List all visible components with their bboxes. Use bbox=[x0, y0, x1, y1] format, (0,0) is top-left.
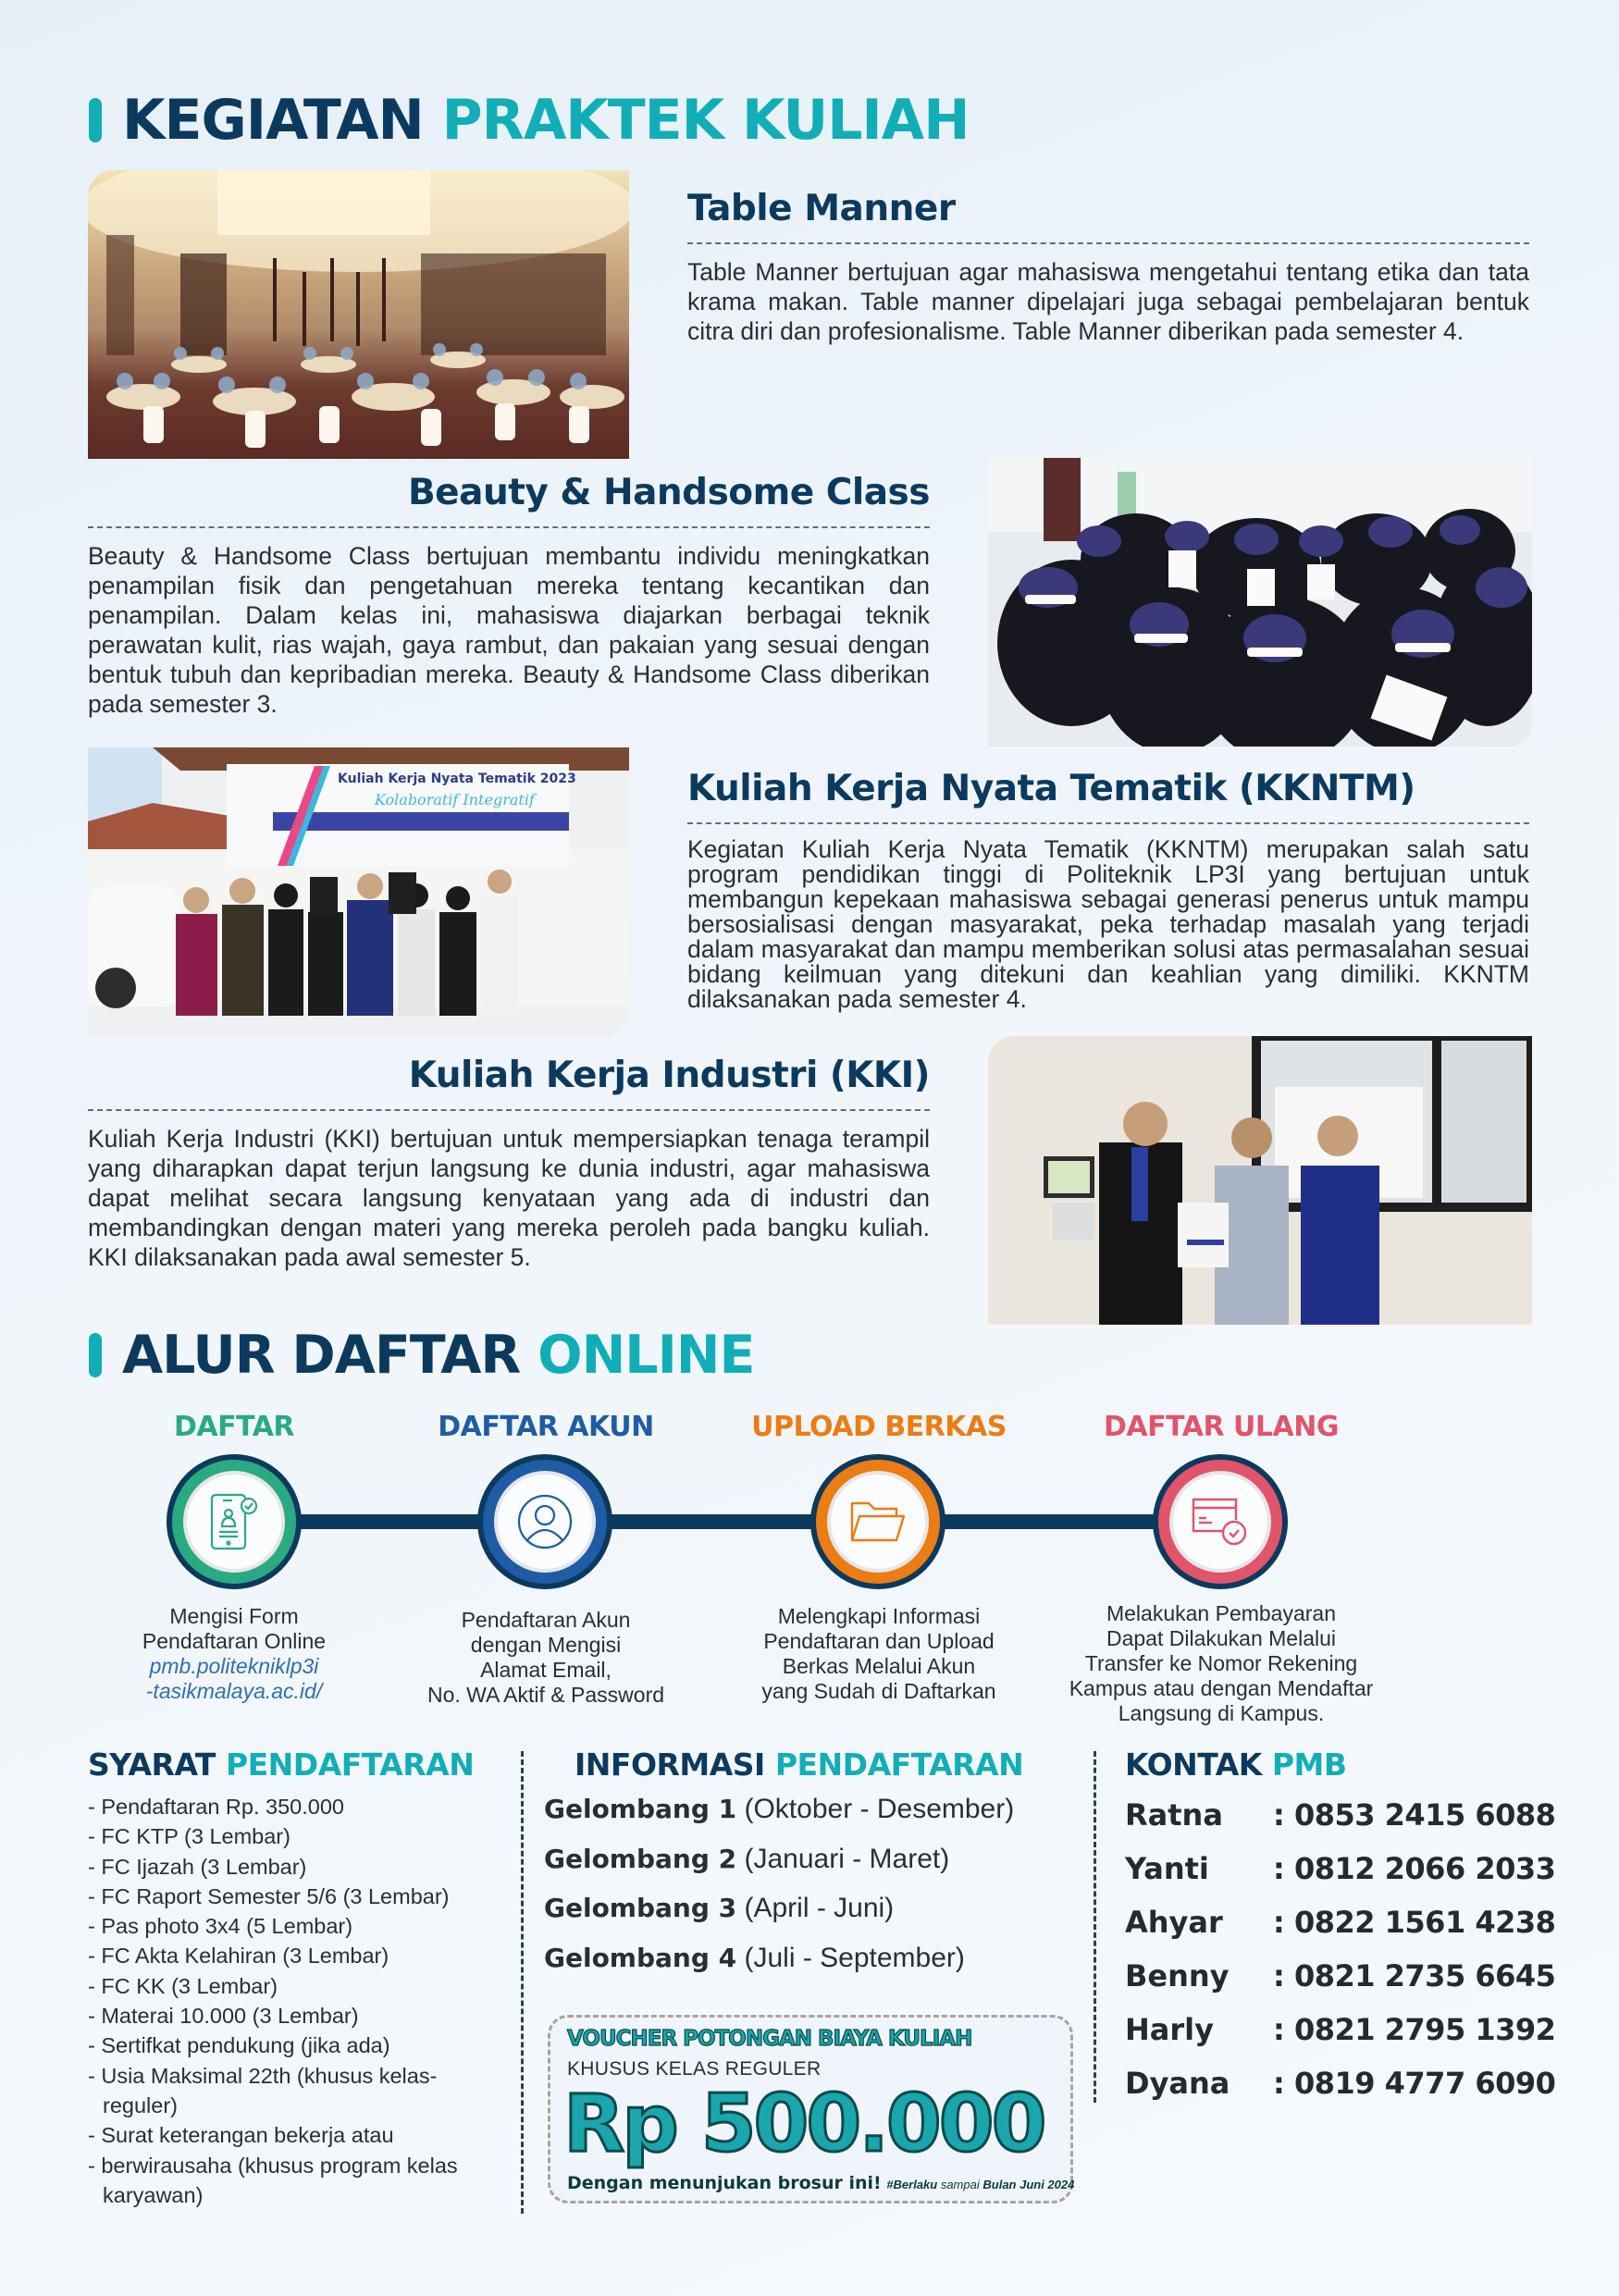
heading-text bbox=[122, 1325, 754, 1386]
activity-description: Table Manner bertujuan agar mahasiswa mengetahui tentang etika dan tata krama makan. Table manner dipelajari juga sebagai pembelajaran bentuk citra diri dan profesionalisme. Table Manner diberikan pada semester 4. bbox=[687, 258, 1529, 345]
kkntm-banner-title: Kuliah Kerja Nyata Tematik 2023 bbox=[338, 772, 576, 786]
activity-title: Kuliah Kerja Nyata Tematik (KKNTM) bbox=[687, 768, 1415, 809]
dashed-divider bbox=[88, 1109, 930, 1111]
dashed-divider bbox=[687, 822, 1529, 824]
step-desc-line: Alamat Email, bbox=[480, 1658, 612, 1682]
contact-phone[interactable]: : 0853 2415 6088 bbox=[1273, 1797, 1556, 1833]
contacts-panel bbox=[1125, 1747, 1569, 2110]
voucher-footer bbox=[567, 2173, 1074, 2194]
step-desc-upload-berkas bbox=[731, 1604, 1027, 1704]
step-desc-line: Melengkapi Informasi bbox=[777, 1604, 981, 1628]
title-accent: PENDAFTARAN bbox=[774, 1747, 1024, 1783]
contact-item bbox=[1125, 2003, 1569, 2056]
step-desc-line: Pendaftaran Akun bbox=[461, 1608, 631, 1632]
activity-title: Table Manner bbox=[687, 188, 956, 229]
wave-list bbox=[544, 1784, 1081, 1982]
title-main: KONTAK bbox=[1125, 1747, 1262, 1783]
step-label: DAFTAR bbox=[173, 1411, 295, 1443]
voucher-footer-main: Dengan menunjukan brosur ini! bbox=[567, 2173, 882, 2193]
step-desc-line: Berkas Melalui Akun bbox=[782, 1654, 976, 1678]
requirements-list bbox=[88, 1792, 513, 2210]
contact-name: Benny bbox=[1125, 1958, 1230, 1994]
step-circle-daftar-akun bbox=[477, 1454, 612, 1589]
requirement-item: - Usia Maksimal 22th (khusus kelas-reguler) bbox=[88, 2063, 438, 2117]
contact-name: Ratna bbox=[1125, 1797, 1223, 1833]
activity-title: Kuliah Kerja Industri (KKI) bbox=[408, 1055, 930, 1096]
step-desc-line: Dapat Dilakukan Melalui bbox=[1106, 1626, 1336, 1650]
heading-accent-bar bbox=[89, 98, 102, 142]
voucher-footer-tag: #Berlaku bbox=[886, 2178, 938, 2191]
requirement-item: - FC Ijazah (3 Lembar) bbox=[88, 1854, 307, 1879]
folder-icon bbox=[848, 1498, 908, 1546]
wave-item bbox=[544, 1933, 1081, 1983]
step-daftar-akun bbox=[407, 1411, 685, 1443]
contact-name: Ahyar bbox=[1125, 1905, 1223, 1940]
requirement-item: - Pas photo 3x4 (5 Lembar) bbox=[88, 1914, 353, 1939]
step-daftar bbox=[142, 1411, 327, 1443]
contact-phone[interactable]: : 0819 4777 6090 bbox=[1273, 2066, 1556, 2101]
requirement-item: - FC KK (3 Lembar) bbox=[88, 1973, 278, 1998]
wave-period: (Juli - September) bbox=[744, 1942, 965, 1973]
voucher-footer-mid: sampai bbox=[940, 2178, 980, 2191]
contact-item bbox=[1125, 1949, 1569, 2003]
step-desc-line: No. WA Aktif & Password bbox=[426, 1683, 665, 1707]
activity-description: Kegiatan Kuliah Kerja Nyata Tematik (KKNTM) merupakan salah satu program pendidikan tinggi di Politeknik LP3I yang bertujuan untuk membangun kepekaan mahasiswa sebagai generasi penerus untuk mampu bersosialisasi dengan masyarakat, peka terhadap masalah yang terjadi dalam masyarakat dan mampu memberikan solusi atas permasalahan sesuai bidang keilmuan yang ditekuni dan keahlian yang dimiliki. KKNTM dilaksanakan pada semester 4. bbox=[687, 835, 1529, 1013]
step-label: DAFTAR AKUN bbox=[438, 1411, 654, 1443]
requirement-item: - FC Akta Kelahiran (3 Lembar) bbox=[88, 1944, 389, 1969]
contact-name: Yanti bbox=[1125, 1851, 1209, 1886]
wave-period: (Oktober - Desember) bbox=[744, 1794, 1015, 1824]
step-desc-line: Pendaftaran Online bbox=[142, 1629, 327, 1653]
step-desc-line: Mengisi Form bbox=[169, 1604, 299, 1628]
wave-period: (Januari - Maret) bbox=[744, 1843, 950, 1874]
contact-name: Harly bbox=[1125, 2012, 1214, 2047]
kkntm-banner-script: Kolaboratif Integratif bbox=[375, 791, 535, 809]
step-desc-line: dengan Mengisi bbox=[470, 1633, 622, 1657]
heading-main: KEGIATAN bbox=[122, 88, 424, 153]
step-desc-daftar-akun bbox=[398, 1608, 694, 1708]
heading-text bbox=[122, 88, 969, 153]
requirement-item: - FC KTP (3 Lembar) bbox=[88, 1824, 290, 1849]
step-daftar-ulang bbox=[1073, 1411, 1369, 1443]
heading-accent: PRAKTEK KULIAH bbox=[441, 88, 970, 153]
wave-name: Gelombang 2 bbox=[544, 1843, 737, 1874]
step-desc-line: Kampus atau dengan Mendaftar bbox=[1069, 1676, 1374, 1700]
activity-description: Beauty & Handsome Class bertujuan membantu individu meningkatkan penampilan fisik dan pengetahuan mereka tentang kecantikan dan penampilan. Dalam kelas ini, mahasiswa diajarkan berbagai teknik perawatan kulit, rias wajah, gaya rambut, dan pakaian yang sesuai dengan bentuk tubuh dan kepribadian mereka. Beauty & Handsome Class diberikan pada semester 3. bbox=[88, 542, 930, 718]
section-heading-activities bbox=[89, 88, 969, 153]
wave-name: Gelombang 4 bbox=[544, 1942, 737, 1973]
title-main: INFORMASI bbox=[575, 1747, 765, 1783]
column-divider bbox=[1094, 1751, 1096, 2103]
section-heading-flow bbox=[89, 1325, 754, 1386]
step-desc-line: Transfer ke Nomor Rekening bbox=[1084, 1651, 1358, 1675]
step-desc-daftar bbox=[95, 1604, 373, 1704]
activity-kkntm bbox=[687, 768, 1529, 1012]
step-circle-daftar-ulang bbox=[1153, 1454, 1288, 1589]
tuition-voucher bbox=[548, 2015, 1073, 2203]
dashed-divider bbox=[687, 242, 1529, 244]
wave-period: (April - Juni) bbox=[744, 1893, 895, 1923]
heading-main: ALUR DAFTAR bbox=[122, 1325, 521, 1386]
requirement-item: - Surat keterangan bekerja atau bbox=[88, 2123, 394, 2148]
kkntm-photo bbox=[88, 747, 629, 1036]
requirement-item: - berwirausaha (khusus program kelas karyawan) bbox=[88, 2153, 458, 2207]
contact-phone[interactable]: : 0812 2066 2033 bbox=[1273, 1851, 1556, 1886]
step-desc-line: Pendaftaran dan Upload bbox=[763, 1629, 995, 1653]
contact-phone[interactable]: : 0822 1561 4238 bbox=[1273, 1905, 1556, 1940]
step-label: UPLOAD BERKAS bbox=[751, 1411, 1007, 1443]
timeline-connector bbox=[296, 1514, 1166, 1529]
contact-phone[interactable]: : 0821 2795 1392 bbox=[1273, 2012, 1556, 2047]
step-desc-daftar-ulang bbox=[1027, 1601, 1415, 1726]
dashed-divider bbox=[88, 526, 930, 528]
requirement-item: - Sertifkat pendukung (jika ada) bbox=[88, 2033, 390, 2058]
contact-name: Dyana bbox=[1125, 2066, 1230, 2101]
step-desc-line: Melakukan Pembayaran bbox=[1106, 1601, 1337, 1625]
contacts-title bbox=[1125, 1747, 1569, 1783]
registration-link[interactable]: -tasikmalaya.ac.id/ bbox=[145, 1679, 323, 1703]
activity-title: Beauty & Handsome Class bbox=[407, 472, 930, 513]
requirement-item: - Pendaftaran Rp. 350.000 bbox=[88, 1795, 344, 1819]
voucher-amount: Rp 500.000 bbox=[563, 2078, 1044, 2170]
contact-item bbox=[1125, 1895, 1569, 1949]
voucher-title: VOUCHER POTONGAN BIAYA KULIAH bbox=[567, 2027, 972, 2051]
step-label: DAFTAR ULANG bbox=[1104, 1411, 1339, 1443]
title-main: SYARAT bbox=[88, 1747, 216, 1783]
step-circle-daftar bbox=[167, 1454, 302, 1589]
title-accent: PENDAFTARAN bbox=[225, 1747, 475, 1783]
requirement-item: - FC Raport Semester 5/6 (3 Lembar) bbox=[88, 1883, 450, 1908]
wave-item bbox=[544, 1784, 1081, 1834]
user-account-icon bbox=[516, 1493, 574, 1550]
requirement-item: - Materai 10.000 (3 Lembar) bbox=[88, 2004, 359, 2029]
contact-item bbox=[1125, 2056, 1569, 2110]
voucher-subtitle: KHUSUS KELAS REGULER bbox=[567, 2058, 822, 2080]
heading-accent: ONLINE bbox=[538, 1325, 755, 1386]
wave-item bbox=[544, 1834, 1081, 1884]
registration-link[interactable]: pmb.politekniklp3i bbox=[149, 1654, 319, 1678]
activity-kki bbox=[88, 1055, 930, 1272]
step-desc-line: yang Sudah di Daftarkan bbox=[761, 1679, 996, 1703]
contacts-list bbox=[1125, 1788, 1569, 2110]
step-upload-berkas bbox=[731, 1411, 1027, 1443]
table-manner-photo bbox=[88, 170, 629, 459]
wave-name: Gelombang 3 bbox=[544, 1893, 737, 1923]
requirements-title bbox=[88, 1747, 513, 1783]
column-divider bbox=[521, 1751, 524, 2214]
title-accent: PMB bbox=[1271, 1747, 1347, 1783]
info-panel bbox=[544, 1747, 1081, 1982]
activity-description: Kuliah Kerja Industri (KKI) bertujuan untuk mempersiapkan tenaga terampil yang diharapkan dapat terjun langsung ke dunia industri, agar mahasiswa dapat melihat secara langsung kenyataan yang ada di industri dan membandingkan dengan materi yang mereka peroleh pada bangku kuliah. KKI dilaksanakan pada awal semester 5. bbox=[88, 1125, 930, 1271]
kki-photo bbox=[988, 1036, 1532, 1325]
heading-accent-bar bbox=[89, 1333, 102, 1377]
step-desc-line: Langsung di Kampus. bbox=[1118, 1701, 1325, 1725]
activity-beauty-class bbox=[88, 472, 930, 719]
wave-item bbox=[544, 1883, 1081, 1933]
step-circle-upload-berkas bbox=[810, 1454, 945, 1589]
mobile-form-icon bbox=[208, 1491, 260, 1552]
contact-item bbox=[1125, 1842, 1569, 1895]
beauty-class-photo bbox=[988, 458, 1532, 747]
payment-card-check-icon bbox=[1190, 1494, 1251, 1549]
contact-phone[interactable]: : 0821 2735 6645 bbox=[1273, 1958, 1556, 1994]
contact-item bbox=[1125, 1788, 1569, 1842]
wave-name: Gelombang 1 bbox=[544, 1794, 737, 1824]
requirements-panel bbox=[88, 1747, 513, 2210]
info-title bbox=[544, 1747, 1081, 1783]
activity-table-manner bbox=[687, 188, 1529, 346]
voucher-footer-date: Bulan Juni 2024 bbox=[983, 2178, 1075, 2191]
